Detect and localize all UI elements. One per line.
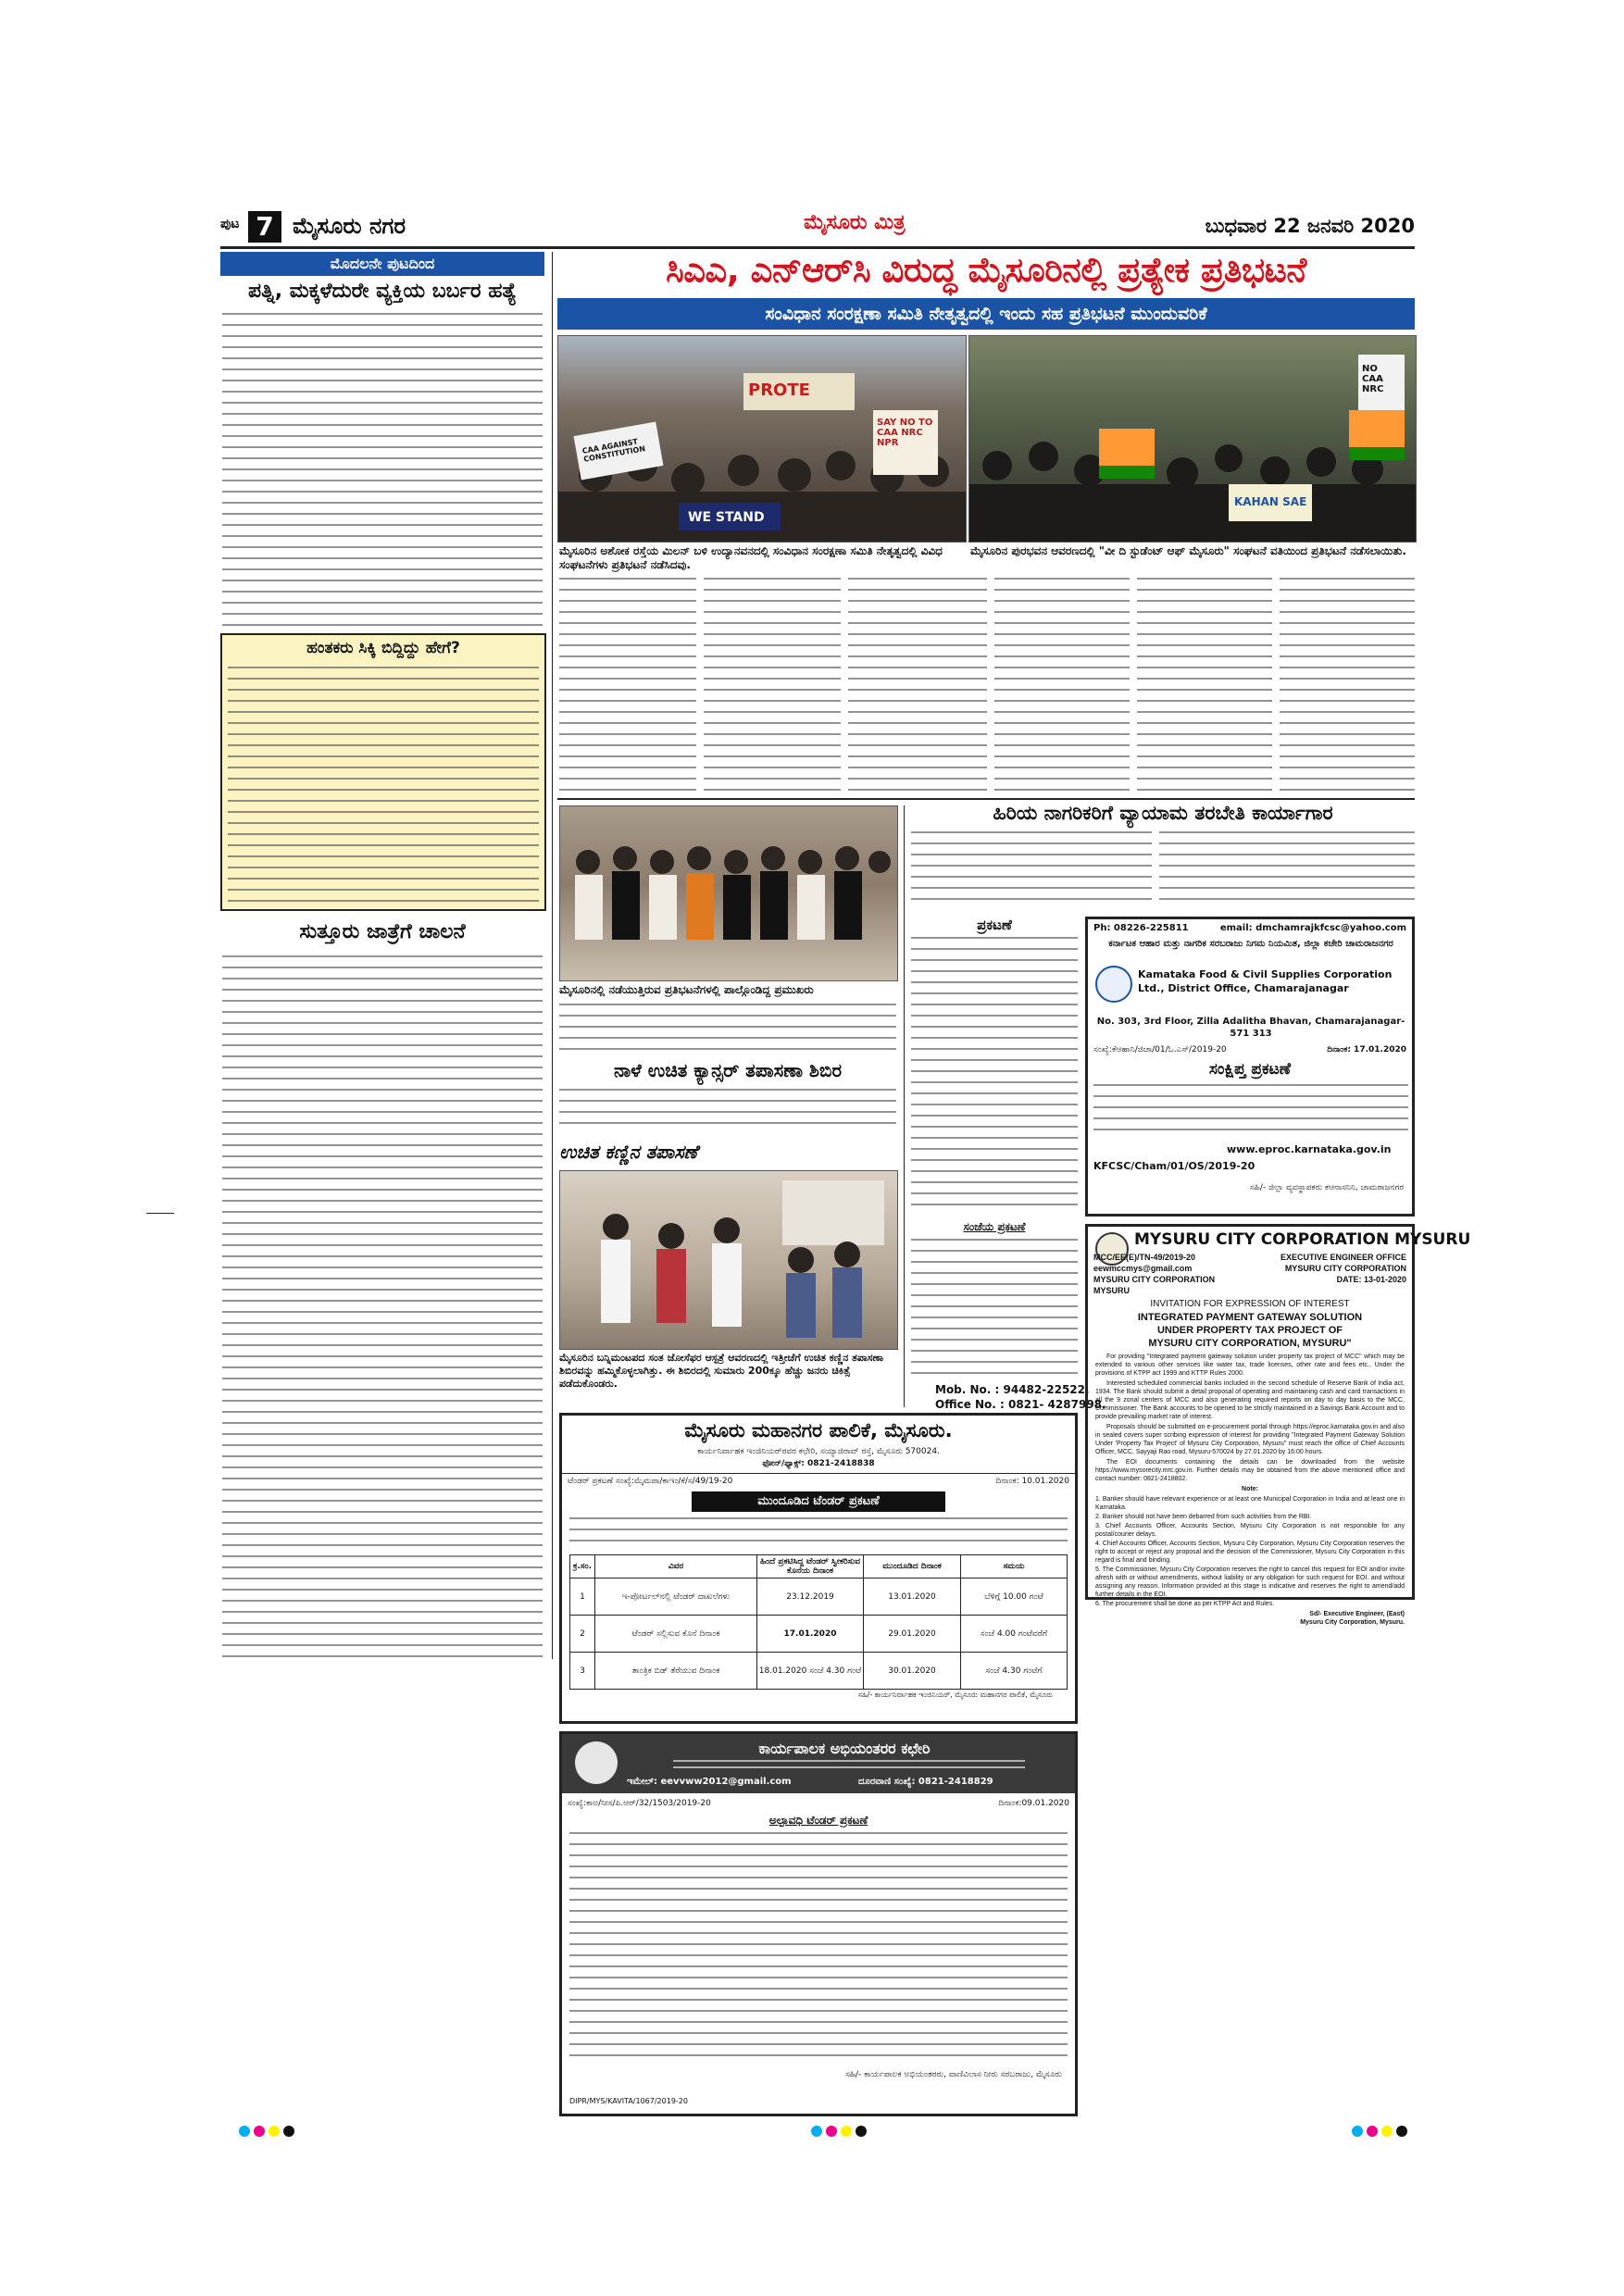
kfcsc-ref-code: KFCSC/Cham/01/OS/2019-20 — [1093, 1160, 1255, 1172]
table-row — [570, 1653, 1068, 1690]
crowd-illustration-2 — [969, 336, 1416, 542]
tender1-col-postponed: ಮುಂದೂಡಿದ ದಿನಾಂಕ — [864, 1555, 961, 1578]
cancer-camp-text — [559, 1089, 896, 1133]
eye-camp-caption: ಮೈಸೂರಿನ ಬನ್ನಿಮಂಟಪದ ಸಂತ ಜೋಸೆಫರ ಆಸ್ಪತ್ರೆ ಆವರಣದಲ್ಲಿ ಇತ್ತೀಚೆಗೆ ಉಚಿತ ಕಣ್ಣಿನ ತಪಾಸಣಾ ಶಿಬಿರವನ್ನು ಹಮ್ಮಿಕೊಳ್ಳಲಾಗಿತ್ತು. ಈ ಶಿಬಿರದಲ್ಲಿ ಸುಮಾರು 200ಕ್ಕೂ ಹೆಚ್ಚು ಜನರು ಚಿಕಿತ್ಸೆ ಪಡೆದುಕೊಂಡರು. — [559, 1352, 884, 1390]
table-cell: 3 — [570, 1653, 595, 1690]
kfcsc-title: ಸಂಕ್ಷಿಪ್ತ ಪ್ರಕಟಣೆ — [1208, 1060, 1292, 1079]
reg-dot-black — [856, 2126, 867, 2137]
elders-headline: ಹಿರಿಯ ನಾಗರಿಕರಿಗೆ ವ್ಯಾಯಾಮ ತರಬೇತಿ ಕಾರ್ಯಾಗಾರ — [993, 802, 1333, 824]
reg-dot-black — [1396, 2126, 1407, 2137]
mcc-ref: MCC/EE(E)/TN-49/2019-20 — [1093, 1253, 1196, 1262]
lead-story-col-6 — [1280, 578, 1415, 794]
mcc-heading-3: MYSURU CITY CORPORATION, MYSURU" — [1148, 1338, 1352, 1349]
tender1-phone: ಫೋನ್/ಫ್ಯಾಕ್ಸ್: 0821-2418838 — [762, 1459, 875, 1468]
mcc-para-4: The EOI documents containing the details can be downloaded from the website https://www.mysorecity.mrc.gov.in. Further details may be obtained from the above mentioned office and contact number: 0821-2418802. — [1095, 1459, 1405, 1482]
table-row — [570, 1616, 1068, 1653]
mcc-invitation: INVITATION FOR EXPRESSION OF INTEREST — [1150, 1299, 1350, 1309]
dignitaries-text — [559, 1004, 896, 1054]
tender1-col-detail: ವಿವರ — [595, 1555, 757, 1578]
mcc-left-org: MYSURU CITY CORPORATION — [1093, 1275, 1216, 1284]
tender1-col-previous: ಹಿಂದೆ ಪ್ರಕಟಿಸಿದ್ದ ಟೆಂಡರ್ ಸ್ವೀಕರಿಸುವ ಕೊನೆಯ ದಿನಾಂಕ — [757, 1555, 864, 1578]
reg-dot-magenta — [1367, 2126, 1378, 2137]
mcc-sign-2: Mysuru City Corporation, Mysuru. — [1300, 1619, 1405, 1626]
tender1-col-sl: ಕ್ರ.ಸಂ. — [570, 1555, 595, 1578]
tender1-intro — [569, 1517, 1068, 1551]
notice-text — [911, 937, 1078, 1215]
tender2-ref: ಸಂಖ್ಯೆ:ಕಾಅ/ನೀಸ/ಪಿ.ಆರ್/32/1503/2019-20 — [568, 1799, 711, 1808]
elders-col-1 — [911, 831, 1152, 909]
kfcsc-org-kannada: ಕರ್ನಾಟಕ ಆಹಾರ ಮತ್ತು ನಾಗರಿಕ ಸರಬರಾಜು ನಿಗಮ ನಿಯಮಿತ, ಜಿಲ್ಲಾ ಕಚೇರಿ ಚಾಮರಾಜನಗರ — [1108, 939, 1393, 949]
tender2-date: ದಿನಾಂಕ:09.01.2020 — [998, 1799, 1069, 1808]
tender2-body — [569, 1832, 1068, 2064]
mcc-note-1: 1. Banker should have relevant experience or at least one Municipal Corporation in India and at least one in Karnataka. — [1095, 1496, 1405, 1511]
mcc-note-3: 3. Chief Accounts Officer, Accounts Section, Mysuru City Corporation is not responsible for any postal/courier delays. — [1095, 1523, 1405, 1538]
kfcsc-phone: Ph: 08226-225811 — [1093, 923, 1189, 933]
reg-dot-black — [283, 2126, 294, 2137]
section-title: ಮೈಸೂರು ನಗರ — [293, 213, 406, 239]
tender2-title: ಕಾರ್ಯಪಾಲಕ ಅಭಿಯಂತರರ ಕಛೇರಿ — [758, 1740, 931, 1757]
tender1-col-time: ಸಮಯ — [961, 1555, 1068, 1578]
table-cell: 17.01.2020 — [757, 1616, 864, 1653]
tender2-email: ಇಮೇಲ್: eevvww2012@gmail.com — [627, 1777, 792, 1787]
tender2-sign: ಸಹಿ/- ಕಾರ್ಯಪಾಲಕ ಅಭಿಯಂತರರು, ವಾಣಿವಿಲಾಸ ನೀರು ಸರಬರಾಜು, ಮೈಸೂರು — [845, 2070, 1062, 2079]
mcc-left-org-2: MYSURU — [1093, 1286, 1131, 1295]
kfcsc-ref: ಸಂಖ್ಯೆ:ಕೆಆಹಾನಿ/ಜಿಚಾ/01/ಓ.ಎಸ್/2019-20 — [1093, 1045, 1227, 1054]
mcc-para-3: Proposals should be submitted on e-procurement portal through https://eproc.karnataka.gov.in and also in sealed covers super scribing expression of interest for providing "Integrated Payment Gateway Solution Under 'Property Tax Project' of Mysuru City Corporation, Mysuru" must reach the office of Chief Accounts Officer, MCC, Sayyaji Rao road, Mysuru-570024 by 27.01.2020 by 16:00 hours. — [1095, 1424, 1405, 1455]
eye-camp-headline: ಉಚಿತ ಕಣ್ಣಿನ ತಪಾಸಣೆ — [559, 1141, 698, 1163]
kfcsc-email: email: dmchamrajkfcsc@yahoo.com — [1219, 923, 1406, 933]
table-cell: ಇ-ಪೋರ್ಟಲ್‌ನಲ್ಲಿ ಟೆಂಡರ್ ದಾಖಲೆಗಳು — [595, 1578, 757, 1616]
protest-photo-1 — [557, 335, 967, 543]
tender1-rule — [562, 1473, 1075, 1474]
kfcsc-url[interactable]: www.eproc.karnataka.gov.in — [1227, 1143, 1392, 1155]
how-caught-text — [228, 667, 539, 905]
table-row — [570, 1578, 1068, 1616]
elders-col-2 — [1159, 831, 1415, 909]
tender2-phone: ದೂರವಾಣಿ ಸಂಖ್ಯೆ: 0821-2418829 — [858, 1777, 993, 1787]
reg-dot-magenta — [254, 2126, 265, 2137]
table-cell: ಸಂಜೆ 4.30 ಗಂಟೆಗೆ — [961, 1653, 1068, 1690]
lead-headline: ಸಿಎಎ, ಎನ್‌ಆರ್‌ಸಿ ವಿರುದ್ಧ ಮೈಸೂರಿನಲ್ಲಿ ಪ್ರತ್ಯೇಕ ಪ್ರತಿಭಟನೆ — [666, 250, 1306, 290]
sign-protest: PROTE — [748, 381, 810, 400]
mcc-para-1: For providing "Integrated payment gateway solution under property tax project of MCC" which may be extended to various other services like water tax, trade licenses, other rate and fees etc., Under the provisions of KTPP act 1999 and KTTP Rules 2000. — [1095, 1354, 1405, 1377]
sign-no-caa: NO CAA NRC — [1362, 364, 1384, 394]
table-cell: ಸಂಜೆ 4.00 ಗಂಟೆವರೆಗೆ — [961, 1616, 1068, 1653]
reg-dot-yellow — [269, 2126, 280, 2137]
tender-ad-2 — [559, 1731, 1078, 2116]
tender2-address — [673, 1760, 1025, 1773]
table-cell: 1 — [570, 1578, 595, 1616]
mobile-number: Mob. No. : 94482-22522, — [935, 1383, 1090, 1396]
page-number: 7 — [248, 211, 281, 243]
paper-logo: ಮೈಸೂರು ಮಿತ್ರ — [804, 211, 906, 234]
kfcsc-date: ದಿನಾಂಕ: 17.01.2020 — [1327, 1045, 1406, 1054]
murder-headline: ಪತ್ನಿ, ಮಕ್ಕಳೆದುರೇ ವ್ಯಕ್ತಿಯ ಬರ್ಬರ ಹತ್ಯೆ — [247, 280, 518, 303]
reg-dot-magenta — [826, 2126, 837, 2137]
tender1-header-row — [570, 1555, 1068, 1578]
mcc-note-2: 2. Banker should not have been debarred from such activities from the RBI. — [1095, 1514, 1312, 1520]
table-cell: 18.01.2020 ಸಂಜೆ 4.30 ಗಂಟೆ — [757, 1653, 864, 1690]
masthead — [220, 211, 1415, 244]
reg-dot-cyan — [1352, 2126, 1363, 2137]
reg-dot-cyan — [811, 2126, 822, 2137]
kfcsc-ad — [1085, 917, 1415, 1217]
notice-title: ಪ್ರಕಟಣೆ — [977, 917, 1012, 933]
sign-say-no: SAY NO TO CAA NRC NPR — [877, 418, 933, 448]
table-cell: ಬೆಳಿಗ್ಗೆ 10.00 ಗಂಟೆ — [961, 1578, 1068, 1616]
protest-photo-2 — [968, 335, 1417, 543]
left-column-divider — [552, 252, 553, 1659]
mcc-ad — [1085, 1224, 1471, 1626]
table-cell: 30.01.2020 — [864, 1653, 961, 1690]
eye-camp-photo — [559, 1170, 898, 1350]
kfcsc-body — [1093, 1084, 1408, 1140]
mcc-note-4: 4. Chief Accounts Officer, Accounts Section, Mysuru City Corporation, Mysuru City Corporation reserves the right to accept or reject any proposal and the decision of the Commissioner, Mysuru City Corporation in this regard is final and binding. — [1095, 1541, 1405, 1564]
lead-story-col-4 — [994, 578, 1130, 794]
caption-photo-1: ಮೈಸೂರಿನ ಅಶೋಕ ರಸ್ತೆಯ ಮಿಲನ್ ಬಳಿ ಉದ್ಯಾನವನದಲ್ಲಿ ಸಂವಿಧಾನ ಸಂರಕ್ಷಣಾ ಸಮಿತಿ ನೇತೃತ್ವದಲ್ಲಿ ವಿವಿಧ ಸಂಘಟನೆಗಳು ಪ್ರತಿಭಟನೆ ನಡೆಸಿದವು. — [559, 544, 943, 571]
lead-subhead: ಸಂವಿಧಾನ ಸಂರಕ್ಷಣಾ ಸಮಿತಿ ನೇತೃತ್ವದಲ್ಲಿ ಇಂದು ಸಹ ಪ್ರತಿಭಟನೆ ಮುಂದುವರಿಕೆ — [557, 298, 1415, 330]
mcc-office-org: MYSURU CITY CORPORATION — [1284, 1264, 1406, 1273]
cancer-camp-headline: ನಾಳೆ ಉಚಿತ ಕ್ಯಾನ್ಸರ್ ತಪಾಸಣಾ ಶಿಬಿರ — [613, 1059, 843, 1081]
tender1-sign: ಸಹಿ/- ಕಾರ್ಯನಿರ್ವಾಹಕ ಇಂಜಿನಿಯರ್, ಮೈಸೂರು ಮಹಾನಗರ ಪಾಲಿಕೆ, ಮೈಸೂರು — [857, 1691, 1054, 1699]
lead-story-col-1 — [559, 578, 696, 794]
mcc-note-5: 5. The Commissioner, Mysuru City Corporation reserves the right to cancel this request for EOI and/or invite afresh with or without amendments, without liability or any obligation for such request for EOI. and without assigning any reason. Information provided at this stage is indicative and reserves the right to amend/add further details in the EOI. — [1095, 1566, 1405, 1598]
suttur-headline: ಸುತ್ತೂರು ಜಾತ್ರೆಗೆ ಚಾಲನೆ — [299, 920, 466, 943]
tender2-emblem-icon — [575, 1741, 618, 1784]
registration-marks-right — [1352, 2126, 1426, 2139]
how-caught-box — [220, 633, 546, 911]
dignitaries-photo — [559, 805, 898, 981]
caption-photo-2: ಮೈಸೂರಿನ ಪುರಭವನ ಆವರಣದಲ್ಲಿ "ವೀ ದಿ ಸ್ಟುಡೆಂಟ್ ಆಫ್ ಮೈಸೂರು" ಸಂಘಟನೆ ವತಿಯಿಂದ ಪ್ರತಿಭಟನೆ ನಡೆಸಲಾಯಿತು. — [970, 544, 1406, 557]
kfcsc-logo-icon — [1095, 966, 1132, 1003]
lead-story-bottom-rule — [557, 798, 1415, 800]
mcc-sign-1: Sd/- Executive Engineer, (East) — [1309, 1611, 1405, 1617]
kfcsc-address: No. 303, 3rd Floor, Zilla Adalitha Bhavan, Chamarajanagar-571 313 — [1096, 1017, 1405, 1039]
mcc-note-title: Note: — [1242, 1486, 1258, 1492]
lead-story-col-3 — [848, 578, 987, 794]
notice-text-2 — [911, 1239, 1078, 1378]
lead-story-col-2 — [704, 578, 841, 794]
registration-marks-left — [239, 2126, 313, 2139]
tender2-dipr: DIPR/MYS/KAVITA/1067/2019-20 — [569, 2097, 688, 2105]
tender1-banner: ಮುಂದೂಡಿದ ಟೆಂಡರ್ ಪ್ರಕಟಣೆ — [692, 1491, 945, 1512]
reg-dot-cyan — [239, 2126, 250, 2137]
tender1-title: ಮೈಸೂರು ಮಹಾನಗರ ಪಾಲಿಕೆ, ಮೈಸೂರು. — [684, 1419, 953, 1441]
table-cell: ತಾಂತ್ರಿಕ ಬಿಡ್ ತೆರೆಯುವ ದಿನಾಂಕ — [595, 1653, 757, 1690]
mcc-office: EXECUTIVE ENGINEER OFFICE — [1280, 1253, 1406, 1262]
table-cell: 2 — [570, 1616, 595, 1653]
mcc-body — [1095, 1353, 1405, 1626]
eye-camp-illustration — [560, 1171, 897, 1349]
mcc-note-6: 6. The procurement shall be done as per KTPP Act and Rules. — [1095, 1601, 1275, 1607]
sign-kahan-sae: KAHAN SAE — [1234, 495, 1307, 508]
how-caught-headline: ಹಂತಕರು ಸಿಕ್ಕಿ ಬಿದ್ದಿದ್ದು ಹೇಗೆ? — [306, 639, 460, 657]
tender-ad-1 — [559, 1413, 1078, 1724]
table-cell: 29.01.2020 — [864, 1616, 961, 1653]
group-illustration — [560, 806, 897, 980]
tender1-ref: ಟೆಂಡರ್ ಪ್ರಕಟಣೆ ಸಂಖ್ಯೆ:ಮೈಮಪಾ/ಕಾಇಂ/ಕೆ/ಸ/49/19-20 — [568, 1477, 733, 1486]
mcc-email: eewmccmys@gmail.com — [1093, 1264, 1193, 1273]
crop-mark-left — [146, 1213, 174, 1214]
reg-dot-yellow — [841, 2126, 852, 2137]
mcc-para-2: Interested scheduled commercial banks included in the second schedule of Reserve Bank of India act, 1934. The Bank should submit a detail proposal of operating and maintaining cash and card transactions in all the 9 zonal centers of MCC and also generating required reports on day to day basis to the MCC, Commissioner. The Bank accounts to be opened to be strictly maintained in a Savings Bank Account and to provide prevailing market rate of interest. — [1095, 1380, 1405, 1420]
dignitaries-caption: ಮೈಸೂರಿನಲ್ಲಿ ನಡೆಯುತ್ತಿರುವ ಪ್ರತಿಭಟನೆಗಳಲ್ಲಿ ಪಾಲ್ಗೊಂಡಿದ್ದ ಪ್ರಮುಖರು — [559, 983, 814, 996]
murder-story-text — [222, 313, 543, 630]
kfcsc-org-english: Kamataka Food & Civil Supplies Corporation Ltd., District Office, Chamarajanagar — [1138, 968, 1393, 994]
tender2-banner: ಅಲ್ಪಾವಧಿ ಟೆಂಡರ್ ಪ್ರಕಟಣೆ — [768, 1814, 868, 1827]
notice-footer: ಸಂಜೆಯ ಪ್ರಕಟಣೆ — [963, 1220, 1026, 1233]
issue-date: ಬುಧವಾರ 22 ಜನವರಿ 2020 — [1205, 215, 1415, 237]
sign-caa-against: CAA AGAINST CONSTITUTION — [581, 437, 646, 464]
mcc-title: MYSURU CITY CORPORATION MYSURU — [1134, 1230, 1471, 1249]
tender1-address: ಕಾರ್ಯನಿರ್ವಾಹಕ ಇಂಜಿನಿಯರ್‌ರವರ ಕಛೇರಿ, ಸಯ್ಯಾಜಿರಾವ್ ರಸ್ತೆ, ಮೈಸೂರು 570024. — [697, 1447, 940, 1456]
kfcsc-sign: ಸಹಿ/- ಜಿಲ್ಲಾ ವ್ಯವಸ್ಥಾಪಕರು ಕಆನಾಸನಿನಿ, ಚಾಮರಾಜನಗರ — [1249, 1183, 1405, 1192]
tender1-date: ದಿನಾಂಕ: 10.01.2020 — [995, 1477, 1069, 1486]
mcc-date: DATE: 13-01-2020 — [1336, 1275, 1406, 1284]
middle-divider — [904, 805, 905, 1407]
office-number: Office No. : 0821- 4287998. — [935, 1398, 1106, 1411]
table-cell: ಟೆಂಡರ್ ಸಲ್ಲಿಸುವ ಕೊನೆ ದಿನಾಂಕ — [595, 1616, 757, 1653]
sign-we-stand: WE STAND — [688, 510, 765, 525]
page-label: ಪುಟ — [220, 217, 240, 231]
mcc-heading-2: UNDER PROPERTY TAX PROJECT OF — [1156, 1325, 1343, 1336]
lead-story-col-5 — [1137, 578, 1272, 794]
tender1-table — [569, 1554, 1068, 1690]
table-cell: 13.01.2020 — [864, 1578, 961, 1616]
registration-marks-center — [811, 2126, 885, 2139]
masthead-rule — [220, 246, 1415, 249]
mcc-heading-1: INTEGRATED PAYMENT GATEWAY SOLUTION — [1137, 1312, 1363, 1323]
reg-dot-yellow — [1381, 2126, 1393, 2137]
suttur-story-text — [222, 955, 543, 1657]
table-cell: 23.12.2019 — [757, 1578, 864, 1616]
continued-label: ಮೊದಲನೇ ಪುಟದಿಂದ — [220, 252, 544, 276]
